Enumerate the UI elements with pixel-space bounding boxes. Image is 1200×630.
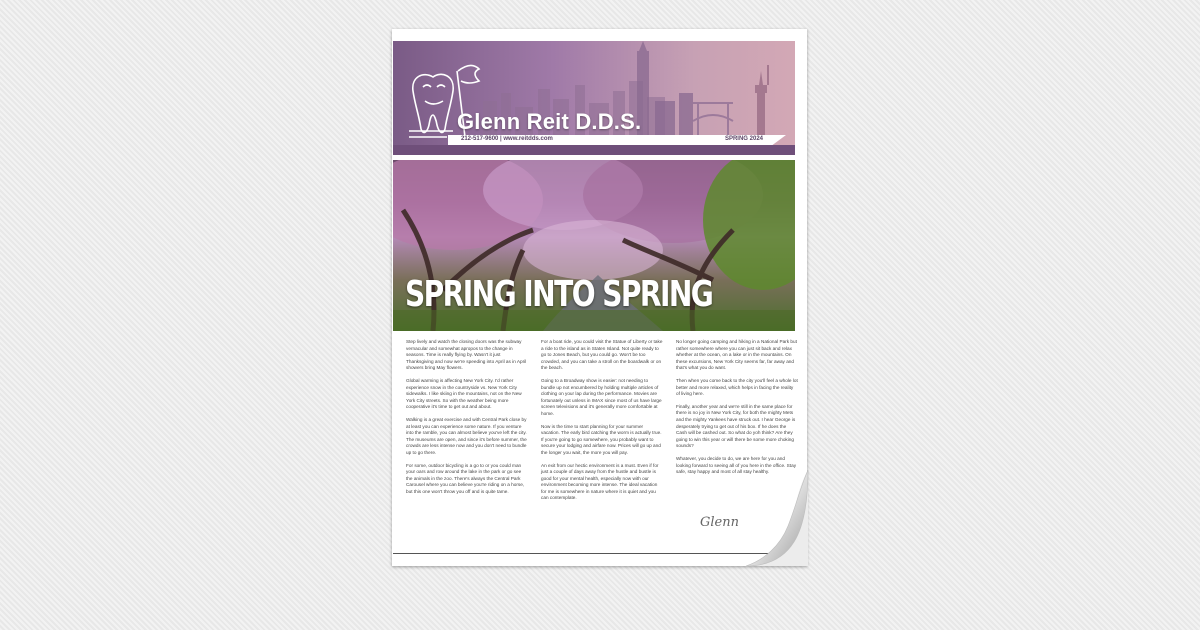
- issue-label: SPRING 2024: [724, 136, 763, 142]
- headline: SPRING INTO SPRING: [405, 274, 713, 315]
- hero-image-cherry-blossoms: [393, 160, 795, 331]
- paragraph: No longer going camping and hiking in a National Park but rather somewhere where you can just sit back and relax whether at the ocean, on a lake or in the mountains. On these excursions, New York City seems far, far away and that's what you do want.: [676, 339, 797, 371]
- practice-name: Glenn Reit D.D.S.: [457, 109, 642, 134]
- contact-line: 212-517-9600 | www.reitdds.com: [461, 136, 553, 142]
- paragraph: An exit from our hectic environment is a must. Even if for just a couple of days away from the hustle and bustle is good for your mental health, especially now with our environment becoming more intense. The ideal vacation for me is somewhere in nature where it is quiet and you can contemplate.: [541, 462, 659, 501]
- paragraph: Then when you come back to the city you'll feel a whole lot better and more relaxed, which helps in facing the reality of living here.: [676, 377, 798, 397]
- paragraph: Going to a Broadway show is easier: not needing to bundle up not encumbered by holding multiple articles of clothing on your lap during the performance. Movies are fortunately out unless in IMAX since most of us have large screen televisions and it's generally more comfortable at home.: [541, 377, 662, 416]
- signature: Glenn: [700, 515, 739, 530]
- masthead: [393, 41, 795, 155]
- bottom-rule: [393, 553, 796, 554]
- paragraph: For some, outdoor bicycling is a go to or you could man your oars and row around the lake in the park or go see the animals in the zoo. There's always the Central Park Carousel where you can believe you're riding on a horse, but this one won't throw you off and is quite tame.: [406, 462, 525, 494]
- article-column-1: [406, 339, 528, 549]
- paragraph: Finally, another year and we're still in the same place for there is no joy in New York City, for both the mighty Mets and the mighty Yankees have struck out. I hear George is desperately trying to get out of his box. If he does the Cash will be cashed out. So what do yoh think? Are they going to win this year or will there be some more choking sounds?: [676, 403, 796, 449]
- paragraph: Step lively and watch the closing doors was the subway vernacular and somewhat apropos to the change in seasons. Time is really flying by. Wasn't it just Thanksgiving and now we're speeding into April as in April showers bring May flowers.: [406, 339, 527, 371]
- paragraph: For a boat ride, you could visit the Statue of Liberty or take a ride to the island as in Staten Island. Not quite ready to go to Jones Beach, but you could go. Won't be too crowded, and you can take a stroll on the boardwalk or on the beach.: [541, 339, 663, 371]
- paragraph: Global warming is affecting New York City. I'd rather experience snow in the countryside vs. New York City sidewalks. I like skiing in the mountains, not on the New York City streets. So with the weather being more cooperative it's time to get out and about.: [406, 377, 522, 410]
- paragraph: Now is the time to start planning for your summer vacation. The early bird catching the worm is actually true. If you're going to go somewhere, you probably want to secure your lodging and airfare now. Prices will go up and the longer you wait, the more you will pay.: [541, 423, 662, 455]
- article-column-2: [541, 339, 663, 549]
- paragraph: Whatever, you decide to do, we are here for you and looking forward to seeing all of you here in the office. Stay safe, stay happy and most of all stay healthy.: [676, 455, 797, 475]
- page-curl-icon[interactable]: [738, 470, 810, 570]
- paragraph: Walking is a great exercise and with Central Park close by at least you can experience some nature. If you venture into the ramble, you can almost believe you've left the city. The museums are open, and since it's before summer, the crowds are less intense now and you don't need to bundle up to go there.: [406, 416, 527, 455]
